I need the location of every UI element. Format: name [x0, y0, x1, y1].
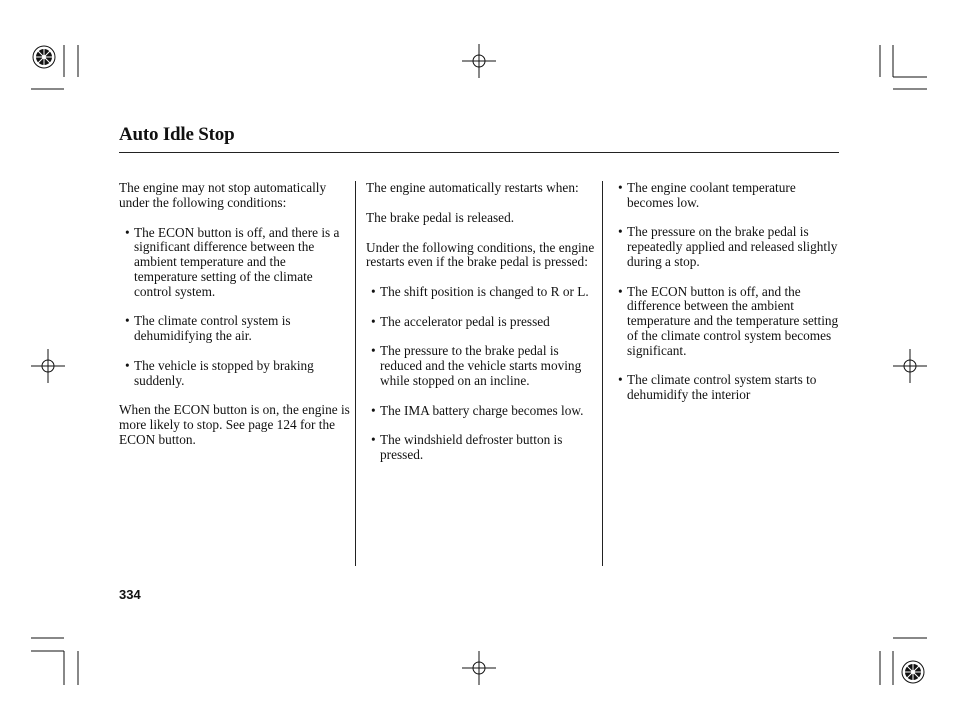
- column-1-bullet-list: [119, 226, 351, 389]
- list-item: • The accelerator pedal is pressed: [380, 315, 598, 330]
- list-item: • The climate control system is dehumidifying the air.: [134, 314, 351, 344]
- title-rule: [119, 152, 839, 153]
- list-item: • The IMA battery charge becomes low.: [380, 404, 598, 419]
- column-3-bullet-list: [613, 181, 841, 403]
- column-divider: [602, 181, 603, 566]
- column-3: [613, 181, 841, 418]
- column-2-bullet-list: [366, 285, 598, 463]
- list-item: • The pressure on the brake pedal is repeatedly applied and released slightly during a stop.: [627, 225, 841, 269]
- list-item: • The ECON button is off, and the difference between the ambient temperature and the temperature setting of the climate control system becomes significant.: [627, 285, 841, 359]
- page-title: Auto Idle Stop: [119, 124, 235, 145]
- list-item: • The ECON button is off, and there is a significant difference between the ambient temperature and the temperature setting of the climate control system.: [134, 226, 351, 300]
- list-item: • The shift position is changed to R or L.: [380, 285, 598, 300]
- column-2: [366, 181, 598, 478]
- column-1-intro: The engine may not stop automatically under the following conditions:: [119, 180, 327, 210]
- column-1: [119, 181, 351, 463]
- column-2-intro: The engine automatically restarts when:: [366, 180, 579, 195]
- page-number: 334: [119, 587, 141, 602]
- column-2-paragraph: Under the following conditions, the engine restarts even if the brake pedal is pressed:: [366, 239, 595, 270]
- list-item: • The vehicle is stopped by braking suddenly.: [134, 359, 351, 389]
- column-1-outro: When the ECON button is on, the engine is more likely to stop. See page 124 for the ECON button.: [119, 402, 350, 447]
- column-divider: [355, 181, 356, 566]
- list-item: • The engine coolant temperature becomes low.: [627, 181, 841, 211]
- column-2-paragraph: The brake pedal is released.: [366, 209, 515, 225]
- list-item: • The windshield defroster button is pressed.: [380, 433, 598, 463]
- list-item: • The climate control system starts to dehumidify the interior: [627, 373, 841, 403]
- list-item: • The pressure to the brake pedal is reduced and the vehicle starts moving while stopped on an incline.: [380, 344, 598, 388]
